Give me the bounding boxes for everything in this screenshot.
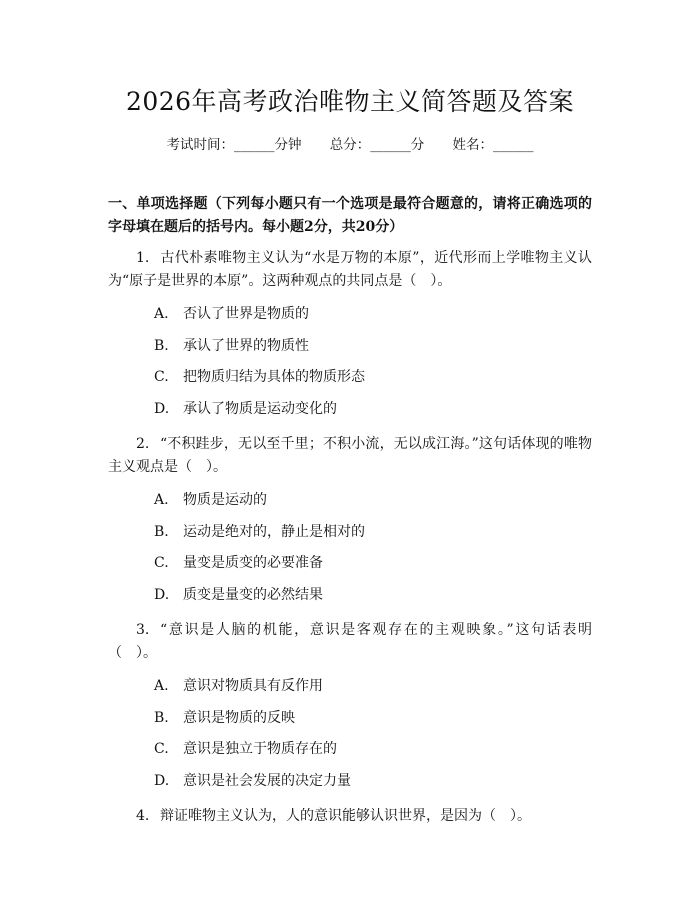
question-number: 1. — [136, 250, 150, 266]
option-text: 承认了世界的物质性 — [183, 337, 309, 354]
question-3-options — [108, 671, 592, 797]
exam-meta-line — [108, 135, 592, 155]
question-2 — [108, 433, 592, 479]
question-text: “不积跬步，无以至千里；不积小流，无以成江海。”这句话体现的唯物主义观点是（ ）。 — [108, 436, 592, 475]
option-letter: A. — [154, 306, 169, 322]
option-b — [108, 703, 592, 735]
option-letter: B. — [154, 709, 169, 726]
option-d — [108, 580, 592, 612]
exam-time-field: 考试时间：______分钟 — [166, 137, 302, 153]
question-text: 古代朴素唯物主义认为“水是万物的本原”，近代形而上学唯物主义认为“原子是世界的本原”。这两种观点的共同点是（ ）。 — [108, 250, 592, 289]
option-letter: C. — [154, 555, 169, 571]
option-c — [108, 362, 592, 394]
option-d — [108, 394, 592, 426]
question-3 — [108, 619, 592, 665]
question-text: 辩证唯物主义认为，人的意识能够认识世界，是因为（ ）。 — [160, 808, 531, 824]
page-title: 2026年高考政治唯物主义简答题及答案 — [125, 87, 575, 116]
option-letter: D. — [154, 586, 170, 603]
option-a — [108, 485, 592, 517]
option-c — [108, 548, 592, 580]
question-text: “意识是人脑的机能，意识是客观存在的主观映象。”这句话表明（ ）。 — [108, 622, 592, 661]
total-score-field: 总分：______分 — [329, 137, 425, 153]
option-text: 承认了物质是运动变化的 — [183, 400, 337, 417]
question-number: 3. — [136, 622, 150, 638]
option-letter: B. — [154, 337, 169, 354]
option-letter: B. — [154, 523, 169, 540]
question-1-options — [108, 299, 592, 425]
option-text: 否认了世界是物质的 — [183, 306, 309, 322]
option-text: 量变是质变的必要准备 — [183, 555, 323, 571]
question-number: 4. — [136, 808, 150, 824]
section-heading: 一、单项选择题（下列每小题只有一个选项是最符合题意的，请将正确选项的字母填在题后的括号内。每小题2分，共20分） — [108, 196, 592, 235]
name-field: 姓名：______ — [452, 137, 534, 153]
option-text: 意识是独立于物质存在的 — [183, 741, 337, 757]
option-d — [108, 766, 592, 798]
option-text: 质变是量变的必然结果 — [183, 586, 323, 603]
option-letter: C. — [154, 369, 169, 385]
option-text: 把物质归结为具体的物质形态 — [183, 369, 365, 385]
option-b — [108, 331, 592, 363]
option-a — [108, 671, 592, 703]
option-text: 运动是绝对的，静止是相对的 — [183, 523, 365, 540]
question-1 — [108, 247, 592, 293]
question-2-options — [108, 485, 592, 611]
option-text: 意识是社会发展的决定力量 — [183, 772, 351, 789]
option-text: 意识对物质具有反作用 — [183, 678, 323, 694]
option-letter: A. — [154, 678, 169, 694]
option-letter: D. — [154, 772, 170, 789]
option-b — [108, 517, 592, 549]
option-letter: A. — [154, 492, 169, 508]
option-a — [108, 299, 592, 331]
option-letter: C. — [154, 741, 169, 757]
question-4 — [108, 805, 592, 828]
option-text: 物质是运动的 — [183, 492, 267, 508]
option-c — [108, 734, 592, 766]
option-text: 意识是物质的反映 — [183, 709, 295, 726]
option-letter: D. — [154, 400, 170, 417]
question-number: 2. — [136, 436, 150, 452]
